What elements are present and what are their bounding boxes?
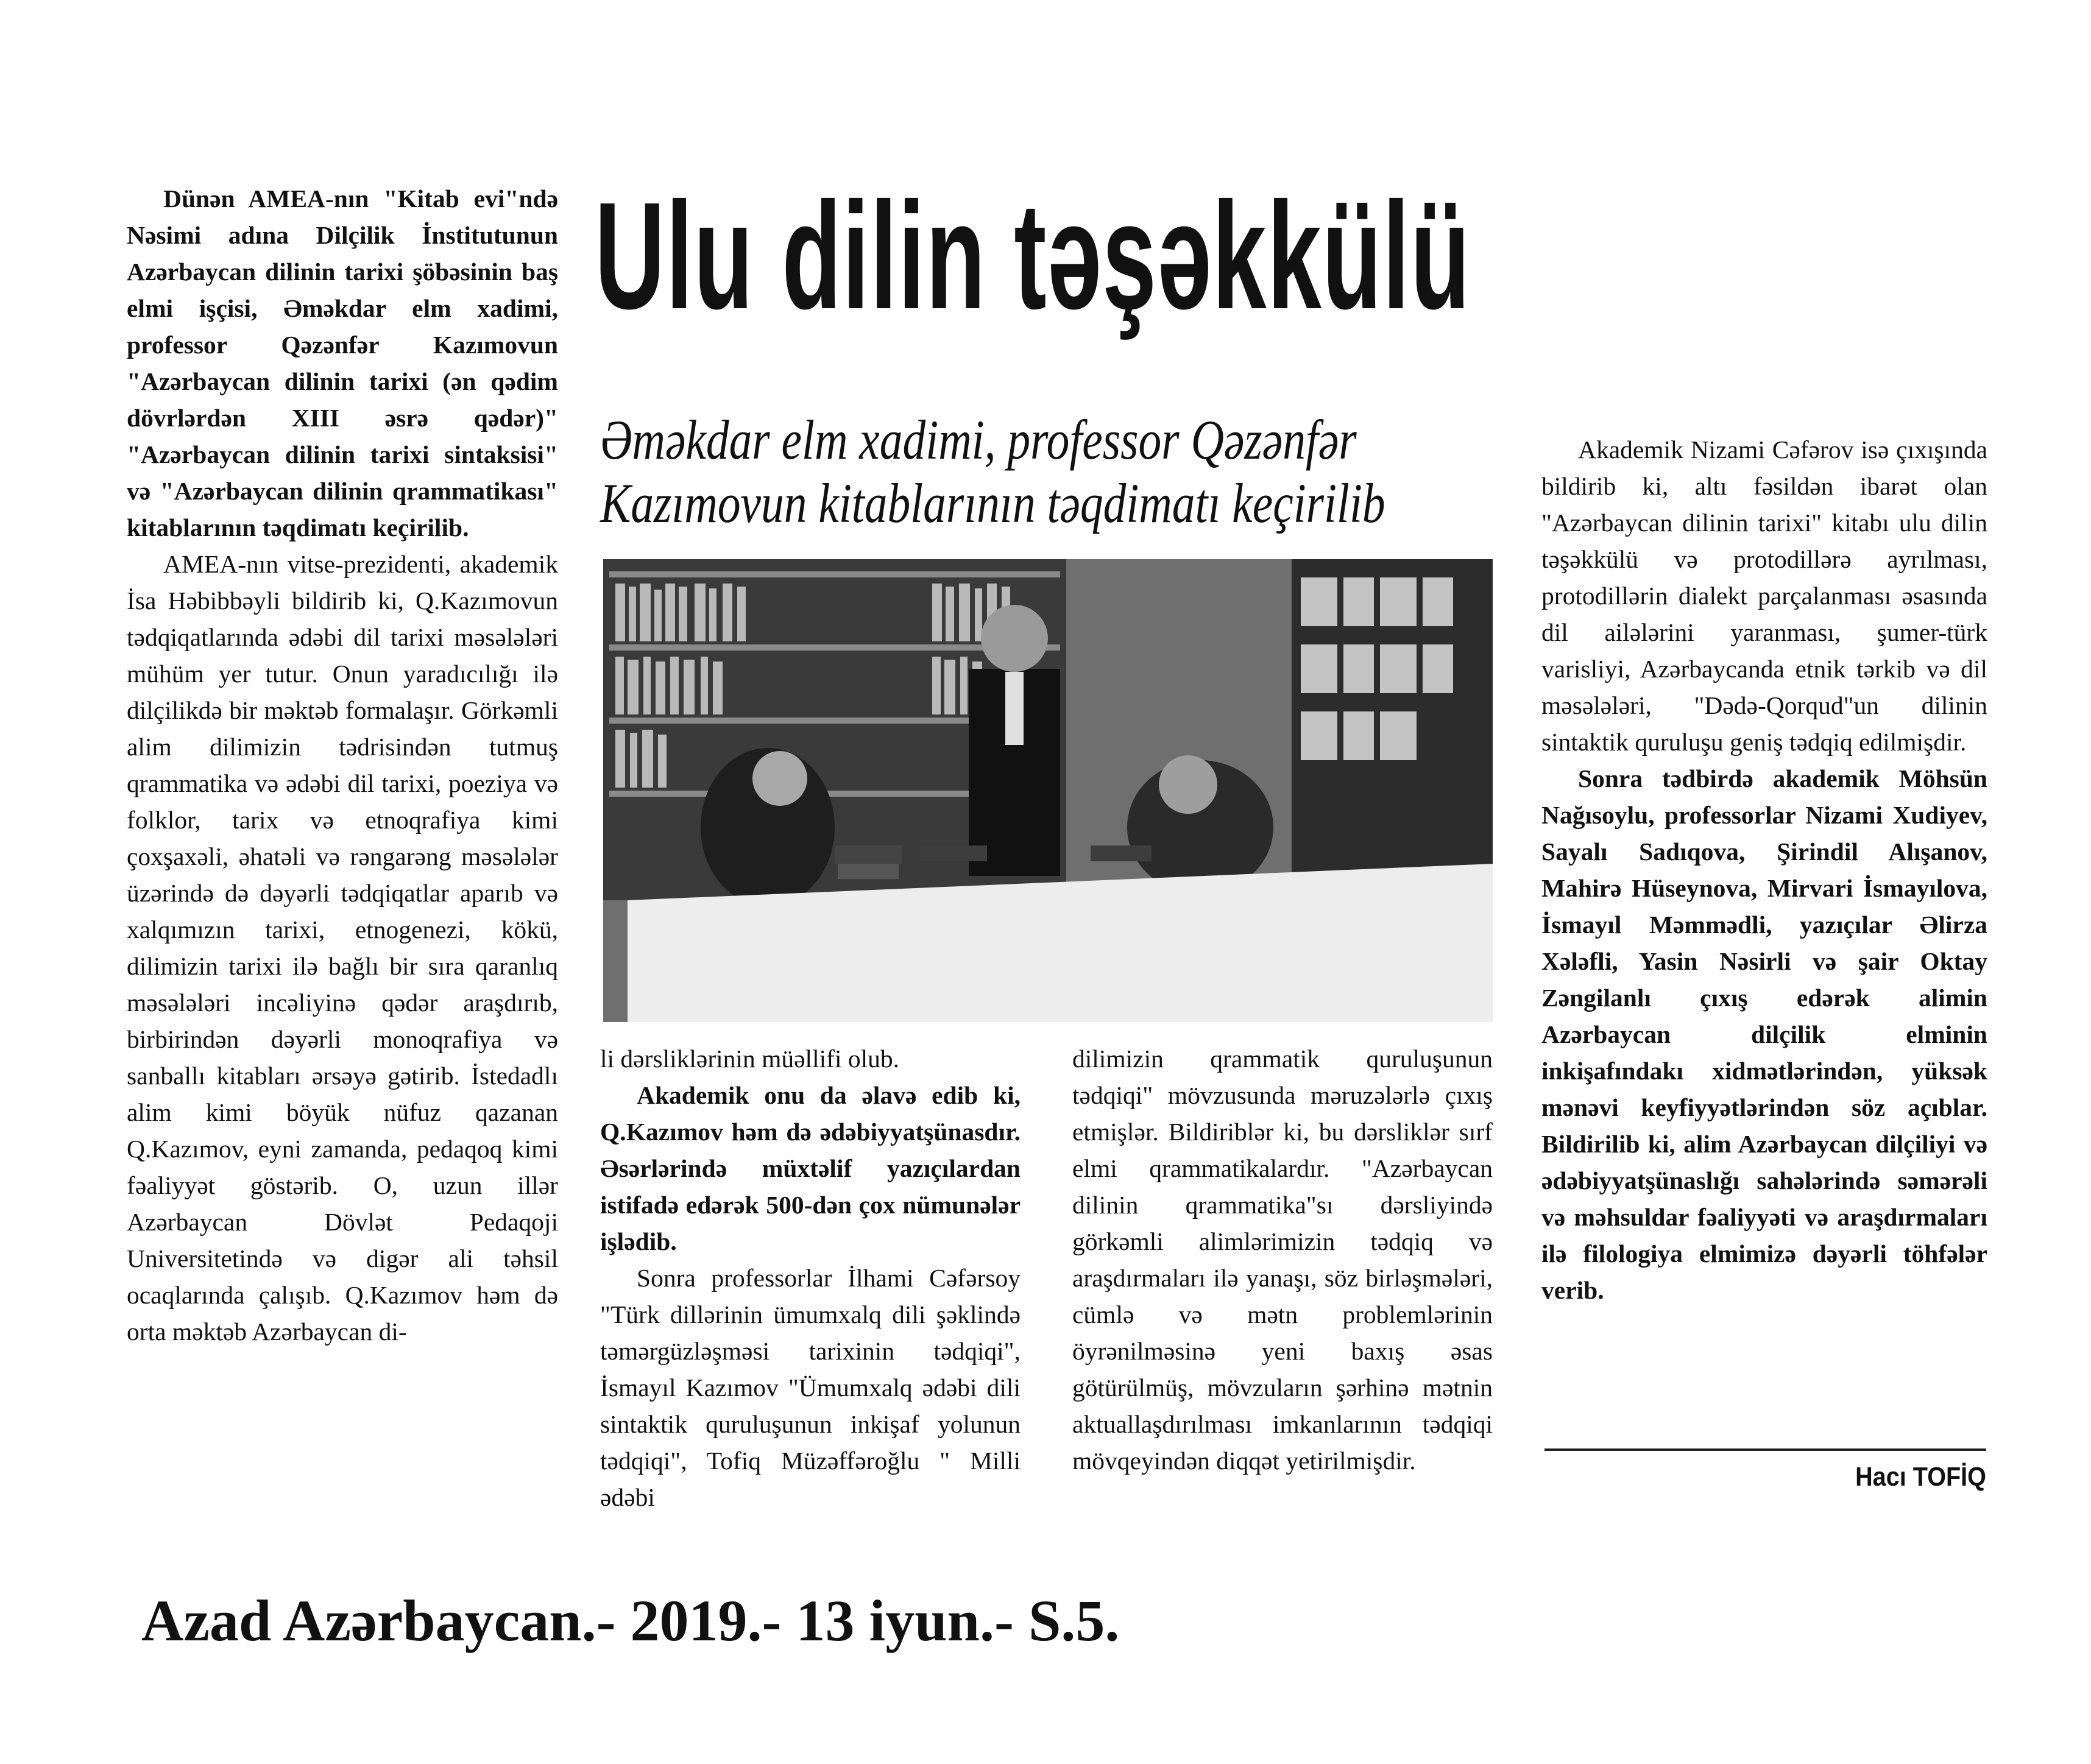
event-photo (603, 559, 1493, 1022)
event-photo-image (603, 559, 1493, 1022)
article-column-1 (127, 180, 558, 1350)
subheadline-line-2: Kazımovun kitablarının təqdimatı keçirilib (600, 472, 1385, 534)
lead-paragraph: Dünən AMEA-nın "Kitab evi"ndə Nəsimi adına Dilçilik İnstitutunun Azərbaycan dilinin tarixi şöbəsinin baş elmi işçisi, Əməkdar elm xadimi, professor Qəzənfər Kazımovun "Azərbaycan dilinin tarixi (ən qədim dövrlərdən XIII əsrə qədər)" "Azərbaycan dilinin tarixi sintaksisi" və "Azərbaycan dilinin qrammatikası" kitablarının təqdimatı keçirilib. (127, 185, 558, 542)
paragraph: AMEA-nın vitse-prezidenti, akademik İsa Həbibbəyli bildirib ki, Q.Kazımovun tədqiqatlarında ədəbi dil tarixi məsələləri mühüm yer tutur. Onun yaradıcılığı ilə dilçilikdə bir məktəb formalaşır. Görkəmli alim dilimizin tədrisindən tutmuş qrammatika və ədəbi dil tarixi, poeziya və folklor, tarix və etnoqrafiya kimi çoxşaxəli, əhatəli və rəngarəng məsələlər üzərində də dəyərli tədqiqatlar aparıb və xalqımızın tarixi, etnogenezi, kökü, dilimizin tarixi ilə bağlı bir sıra qaranlıq məsələləri incəliyinə qədər araşdırıb, birbirindən dəyərli monoqrafiya və sanballı kitabları ərsəyə gətirib. İstedadlı alim kimi böyük nüfuz qazanan Q.Kazımov, eyni zamanda, pedaqoq kimi fəaliyyət göstərib. O, uzun illər Azərbaycan Dövlət Pedaqoji Universitetində və digər ali təhsil ocaqlarında çalışıb. Q.Kazımov həm də orta məktəb Azərbaycan di- (127, 550, 558, 1346)
author-byline: Hacı TOFİQ (1855, 1462, 1986, 1492)
article-column-3 (1072, 1040, 1493, 1479)
paragraph: Sonra professorlar İlhami Cəfərsoy "Türk dillərinin ümumxalq dili şəklində təmərgüzləşməsi tarixinin tədqiqi", İsmayıl Kazımov "Ümumxalq ədəbi dili sintaktik quruluşunun inkişaf yolunun tədqiqi", Tofiq Müzəffəroğlu " Milli ədəbi (600, 1264, 1021, 1511)
source-citation: Azad Azərbaycan.- 2019.- 13 iyun.- S.5. (141, 1588, 1120, 1653)
article-column-4 (1541, 431, 1987, 1308)
subheadline (600, 408, 1385, 535)
signature-rule (1544, 1448, 1986, 1451)
paragraph: dilimizin qrammatik quruluşunun tədqiqi" mövzusunda məruzələrlə çıxış etmişlər. Bildiriblər ki, bu dərsliklər sırf elmi qrammatikalardır. "Azərbaycan dilinin qrammatika"sı dərsliyində görkəmli alimlərimizin tədqiq və araşdırmaları ilə yanaşı, söz birləşmələri, cümlə və mətn problemlərinin öyrənilməsinə yeni baxış əsas götürülmüş, mövzuların şərhinə mətnin aktuallaşdırılması imkanlarının tədqiqi mövqeyindən diqqət yetirilmişdir. (1072, 1045, 1493, 1475)
paragraph: li dərsliklərinin müəllifi olub. (600, 1045, 900, 1073)
paragraph: Akademik Nizami Cəfərov isə çıxışında bildirib ki, altı fəsildən ibarət olan "Azərbaycan dilinin tarixi" kitabı ulu dilin təşəkkülü və protodillərə ayrılması, protodillərin dialekt parçalanması əsasında dil ailələrini yaranması, şumer-türk varisliyi, Azərbaycanda etnik tərkib və dil məsələləri, "Dədə-Qorqud"un dilinin sintaktik quruluşu geniş tədqiq edilmişdir. (1541, 436, 1987, 756)
bold-paragraph: Sonra tədbirdə akademik Möhsün Nağısoylu, professorlar Nizami Xudiyev, Sayalı Sadıqova, Şirindil Alışanov, Mahirə Hüseynova, Mirvari İsmayılova, İsmayıl Məmmədli, yazıçılar Əlirza Xələfli, Yasin Nəsirli və şair Oktay Zəngilanlı çıxış edərək alimin Azərbaycan dilçilik elminin inkişafındakı xidmətlərindən, yüksək mənəvi keyfiyyətlərindən söz açıblar. Bildirilib ki, alim Azərbaycan dilçiliyi və ədəbiyyatşünaslığı sahələrində səmərəli və məhsuldar fəaliyyəti və araşdırmaları ilə filologiya elmimizə dəyərli töhfələr verib. (1541, 764, 1987, 1304)
article-column-2 (600, 1040, 1021, 1515)
headline: Ulu dilin təşəkkülü (595, 171, 1471, 340)
bold-paragraph: Akademik onu da əlavə edib ki, Q.Kazımov həm də ədəbiyyatşünasdır. Əsərlərində müxtəlif yazıçılardan istifadə edərək 500-dən çox nümunələr işlədib. (600, 1081, 1021, 1255)
subheadline-line-1: Əməkdar elm xadimi, professor Qəzənfər (600, 409, 1357, 471)
